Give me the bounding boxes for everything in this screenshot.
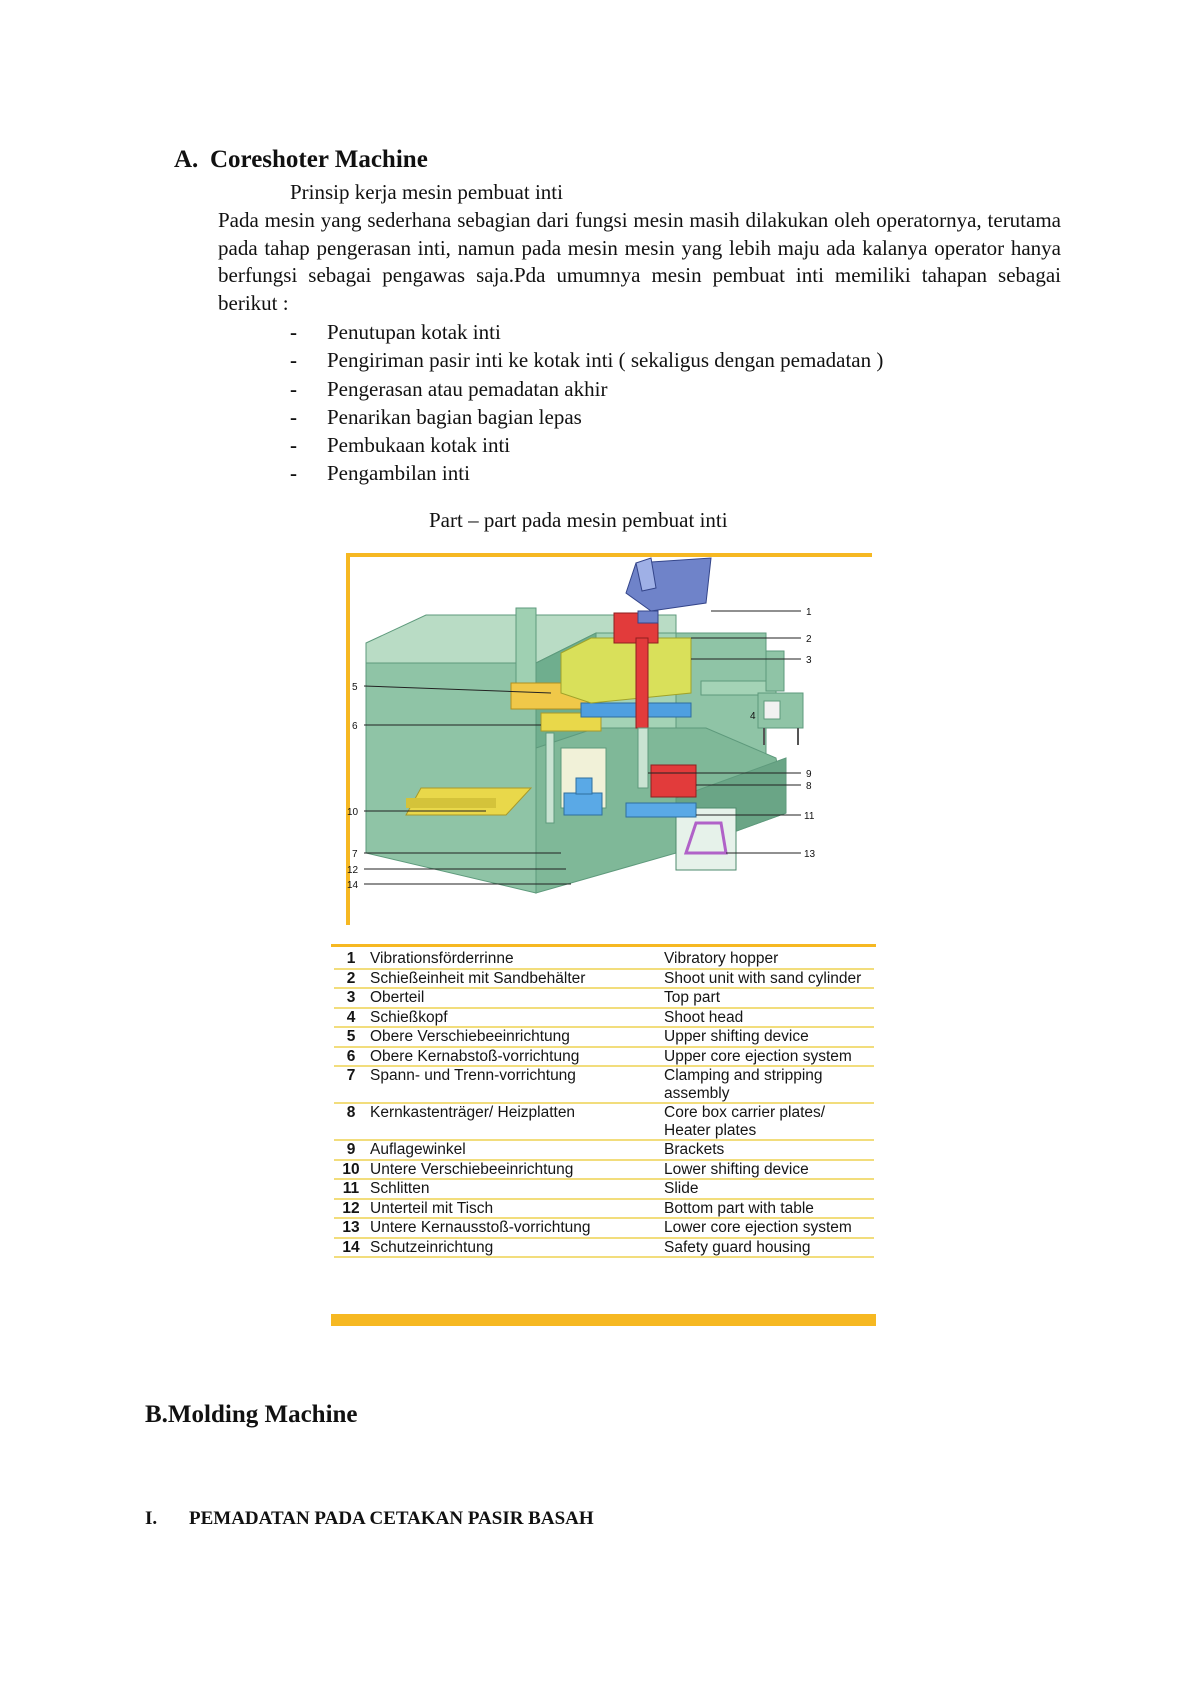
machine-diagram-svg: [346, 553, 872, 925]
part-number: 8: [334, 1103, 368, 1140]
part-name-german: Spann- und Trenn-vorrichtung: [368, 1066, 662, 1103]
list-item: [290, 431, 883, 459]
table-row: [334, 988, 874, 1008]
part-name-german: Schießkopf: [368, 1008, 662, 1028]
callout-label-4: 4: [750, 711, 756, 722]
part-name-german: Obere Kernabstoß-vorrichtung: [368, 1047, 662, 1067]
subsection-heading: [145, 1508, 594, 1530]
part-name-english: Top part: [662, 988, 874, 1008]
part-number: 14: [334, 1238, 368, 1258]
part-name-german: Untere Kernausstoß-vorrichtung: [368, 1218, 662, 1238]
part-number: 6: [334, 1047, 368, 1067]
step-text: Pengerasan atau pemadatan akhir: [327, 376, 608, 401]
callout-label-9: 9: [806, 769, 812, 780]
section-a-heading: [174, 146, 428, 174]
part-name-german: Kernkastenträger/ Heizplatten: [368, 1103, 662, 1140]
bullet-dash: -: [290, 404, 297, 429]
callout-label-13: 13: [804, 849, 816, 860]
callout-label-7: 7: [352, 849, 358, 860]
part-name-english: Slide: [662, 1179, 874, 1199]
part-number: 9: [334, 1140, 368, 1160]
list-item: [290, 375, 883, 403]
table-row: [334, 1140, 874, 1160]
bullet-dash: -: [290, 433, 297, 458]
part-name-german: Vibrationsförderrinne: [368, 950, 662, 969]
table-row: [334, 1238, 874, 1258]
part-name-english: Clamping and stripping assembly: [662, 1066, 874, 1103]
legend-bottom-bar: [331, 1314, 876, 1326]
part-name-english: Brackets: [662, 1140, 874, 1160]
section-a-number: A.: [174, 146, 199, 173]
step-text: Pengambilan inti: [327, 461, 470, 486]
parts-legend: [331, 944, 876, 1326]
callout-label-12: 12: [347, 865, 359, 876]
table-row: [334, 1047, 874, 1067]
part-name-english: Bottom part with table: [662, 1199, 874, 1219]
legend-top-rule: [331, 944, 876, 947]
step-text: Penarikan bagian bagian lepas: [327, 404, 582, 429]
part-name-english: Core box carrier plates/ Heater plates: [662, 1103, 874, 1140]
part-number: 7: [334, 1066, 368, 1103]
part-name-english: Lower shifting device: [662, 1160, 874, 1180]
part-name-german: Oberteil: [368, 988, 662, 1008]
callout-label-11: 11: [804, 811, 815, 822]
callout-label-8: 8: [806, 781, 812, 792]
table-row: [334, 1066, 874, 1103]
callout-label-3: 3: [806, 655, 812, 666]
figure-caption: Part – part pada mesin pembuat inti: [429, 508, 728, 532]
part-number: 4: [334, 1008, 368, 1028]
part-name-german: Auflagewinkel: [368, 1140, 662, 1160]
callout-label-2: 2: [806, 634, 812, 645]
part-number: 12: [334, 1199, 368, 1219]
part-number: 5: [334, 1027, 368, 1047]
bullet-dash: -: [290, 461, 297, 486]
parts-legend-table: [334, 950, 874, 1258]
table-row: [334, 1103, 874, 1140]
table-row: [334, 1218, 874, 1238]
callout-label-6: 6: [352, 721, 358, 732]
part-name-german: Schießeinheit mit Sandbehälter: [368, 969, 662, 989]
table-row: [334, 1160, 874, 1180]
section-b-heading: B.Molding Machine: [145, 1401, 358, 1428]
process-steps-list: [290, 318, 883, 488]
list-item: [290, 318, 883, 346]
step-text: Pembukaan kotak inti: [327, 433, 511, 458]
part-number: 2: [334, 969, 368, 989]
part-number: 1: [334, 950, 368, 969]
part-number: 3: [334, 988, 368, 1008]
table-row: [334, 950, 874, 969]
part-name-english: Upper core ejection system: [662, 1047, 874, 1067]
table-row: [334, 1027, 874, 1047]
part-name-german: Obere Verschiebeeinrichtung: [368, 1027, 662, 1047]
list-item: [290, 403, 883, 431]
callout-label-5: 5: [352, 682, 358, 693]
subsection-number: I.: [145, 1508, 158, 1529]
callout-label-14: 14: [347, 880, 359, 891]
part-name-english: Shoot unit with sand cylinder: [662, 969, 874, 989]
part-number: 13: [334, 1218, 368, 1238]
part-name-english: Upper shifting device: [662, 1027, 874, 1047]
table-row: [334, 1179, 874, 1199]
part-name-german: Schlitten: [368, 1179, 662, 1199]
list-item: [290, 459, 883, 487]
step-text: Penutupan kotak inti: [327, 320, 501, 344]
part-name-english: Shoot head: [662, 1008, 874, 1028]
table-row: [334, 1199, 874, 1219]
part-name-english: Safety guard housing: [662, 1238, 874, 1258]
section-a-title: Coreshoter Machine: [210, 146, 428, 173]
section-a-subtitle: Prinsip kerja mesin pembuat inti: [290, 180, 563, 204]
part-name-english: Vibratory hopper: [662, 950, 874, 969]
table-row: [334, 969, 874, 989]
section-a-paragraph: Pada mesin yang sederhana sebagian dari fungsi mesin masih dilakukan oleh operatornya, terutama pada tahap pengerasan inti, namun pada mesin mesin yang lebih maju ada kalanya operator hanya berfungsi sebagai pengawas saja.Pda umumnya mesin pembuat inti memiliki tahapan sebagai berikut :: [218, 208, 1061, 315]
list-item: [290, 346, 883, 374]
callout-label-1: 1: [806, 607, 812, 618]
coreshooter-machine-illustration: [346, 553, 872, 925]
bullet-dash: -: [290, 376, 297, 401]
part-name-english: Lower core ejection system: [662, 1218, 874, 1238]
part-number: 10: [334, 1160, 368, 1180]
bullet-dash: -: [290, 348, 297, 373]
part-number: 11: [334, 1179, 368, 1199]
step-text: Pengiriman pasir inti ke kotak inti ( sekaligus dengan pemadatan ): [327, 348, 884, 373]
callout-label-10: 10: [347, 807, 359, 818]
part-name-german: Schutzeinrichtung: [368, 1238, 662, 1258]
subsection-title: PEMADATAN PADA CETAKAN PASIR BASAH: [189, 1508, 594, 1529]
table-row: [334, 1008, 874, 1028]
part-name-german: Unterteil mit Tisch: [368, 1199, 662, 1219]
part-name-german: Untere Verschiebeeinrichtung: [368, 1160, 662, 1180]
bullet-dash: -: [290, 320, 297, 344]
